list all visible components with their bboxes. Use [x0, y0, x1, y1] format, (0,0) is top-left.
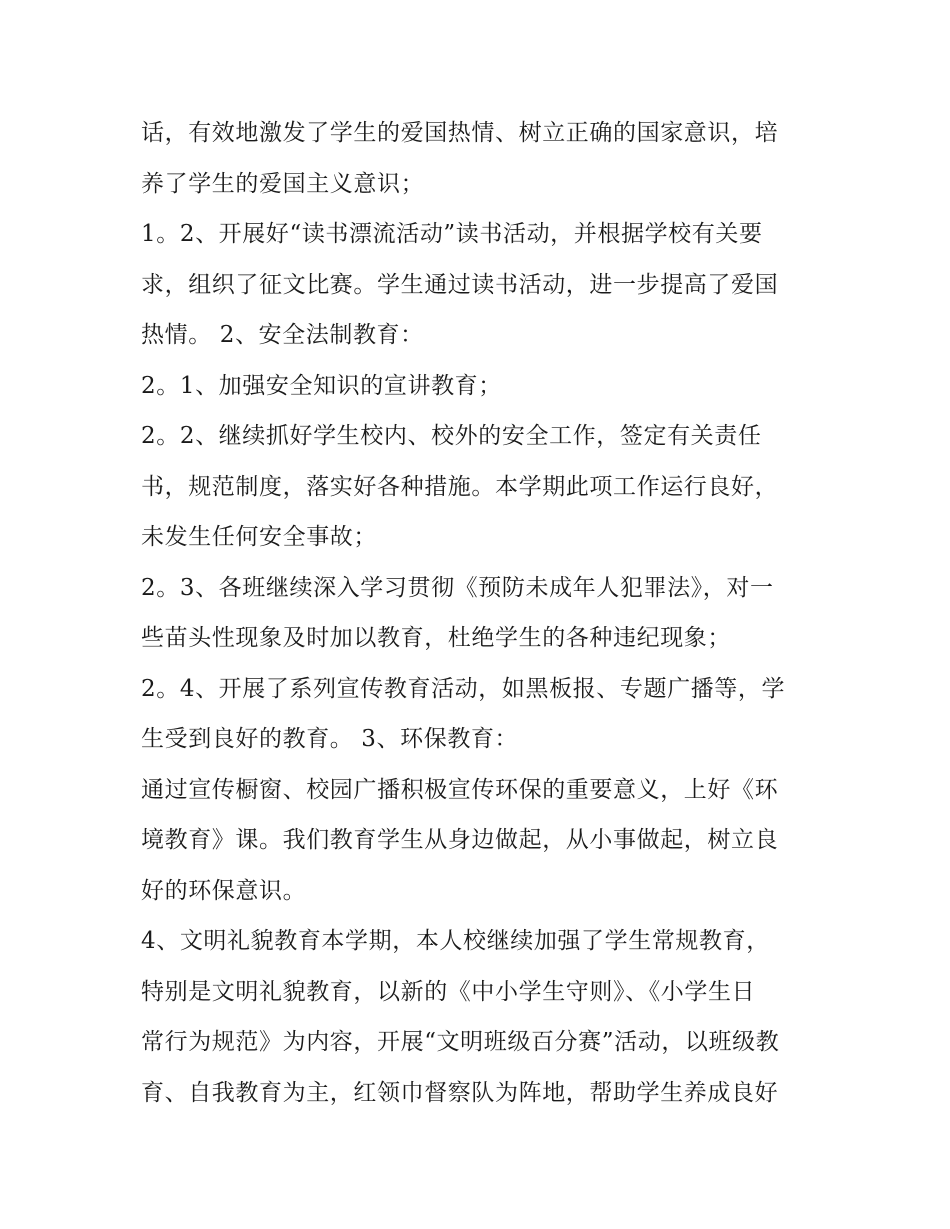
text-line: 未发生任何安全事故；	[141, 524, 377, 550]
text-line: 热情。 2、安全法制教育：	[141, 322, 424, 348]
text-line: 育、自我教育为主，红领巾督察队为阵地，帮助学生养成良好	[141, 1079, 779, 1106]
text-line: 境教育》课。我们教育学生从身边做起，从小事做起，树立良	[141, 827, 779, 853]
text-line: 养了学生的爱国主义意识；	[141, 170, 425, 197]
text-line: 2。2、继续抓好学生校内、校外的安全工作，签定有关责任	[141, 423, 762, 449]
text-line: 生受到良好的教育。 3、环保教育：	[141, 726, 519, 752]
text-line: 求，组织了征文比赛。学生通过读书活动，进一步提高了爱国	[141, 271, 779, 298]
text-line: 话，有效地激发了学生的爱国热情、树立正确的国家意识，培	[141, 120, 779, 146]
text-line: 好的环保意识。	[141, 877, 307, 904]
text-line: 些苗头性现象及时加以教育，杜绝学生的各种违纪现象；	[141, 625, 731, 651]
text-line: 特别是文明礼貌教育，以新的《中小学生守则》、《小学生日	[141, 978, 756, 1005]
text-line: 通过宣传橱窗、校园广播积极宣传环保的重要意义，上好《环	[141, 776, 779, 803]
text-line: 1。2、开展好“读书漂流活动”读书活动，并根据学校有关要	[141, 221, 763, 247]
text-line: 4、文明礼貌教育本学期，本人校继续加强了学生常规教育，	[141, 928, 770, 954]
text-line: 书，规范制度，落实好各种措施。本学期此项工作运行良好，	[141, 473, 779, 500]
text-line: 2。3、各班继续深入学习贯彻《预防未成年人犯罪法》，对一	[141, 574, 774, 601]
body-text	[141, 108, 821, 1118]
text-line: 2。1、加强安全知识的宣讲教育；	[141, 372, 502, 399]
text-line: 常行为规范》为内容，开展“文明班级百分赛”活动，以班级教	[141, 1029, 780, 1055]
text-line: 2。4、开展了系列宣传教育活动，如黑板报、专题广播等，学	[141, 675, 786, 702]
